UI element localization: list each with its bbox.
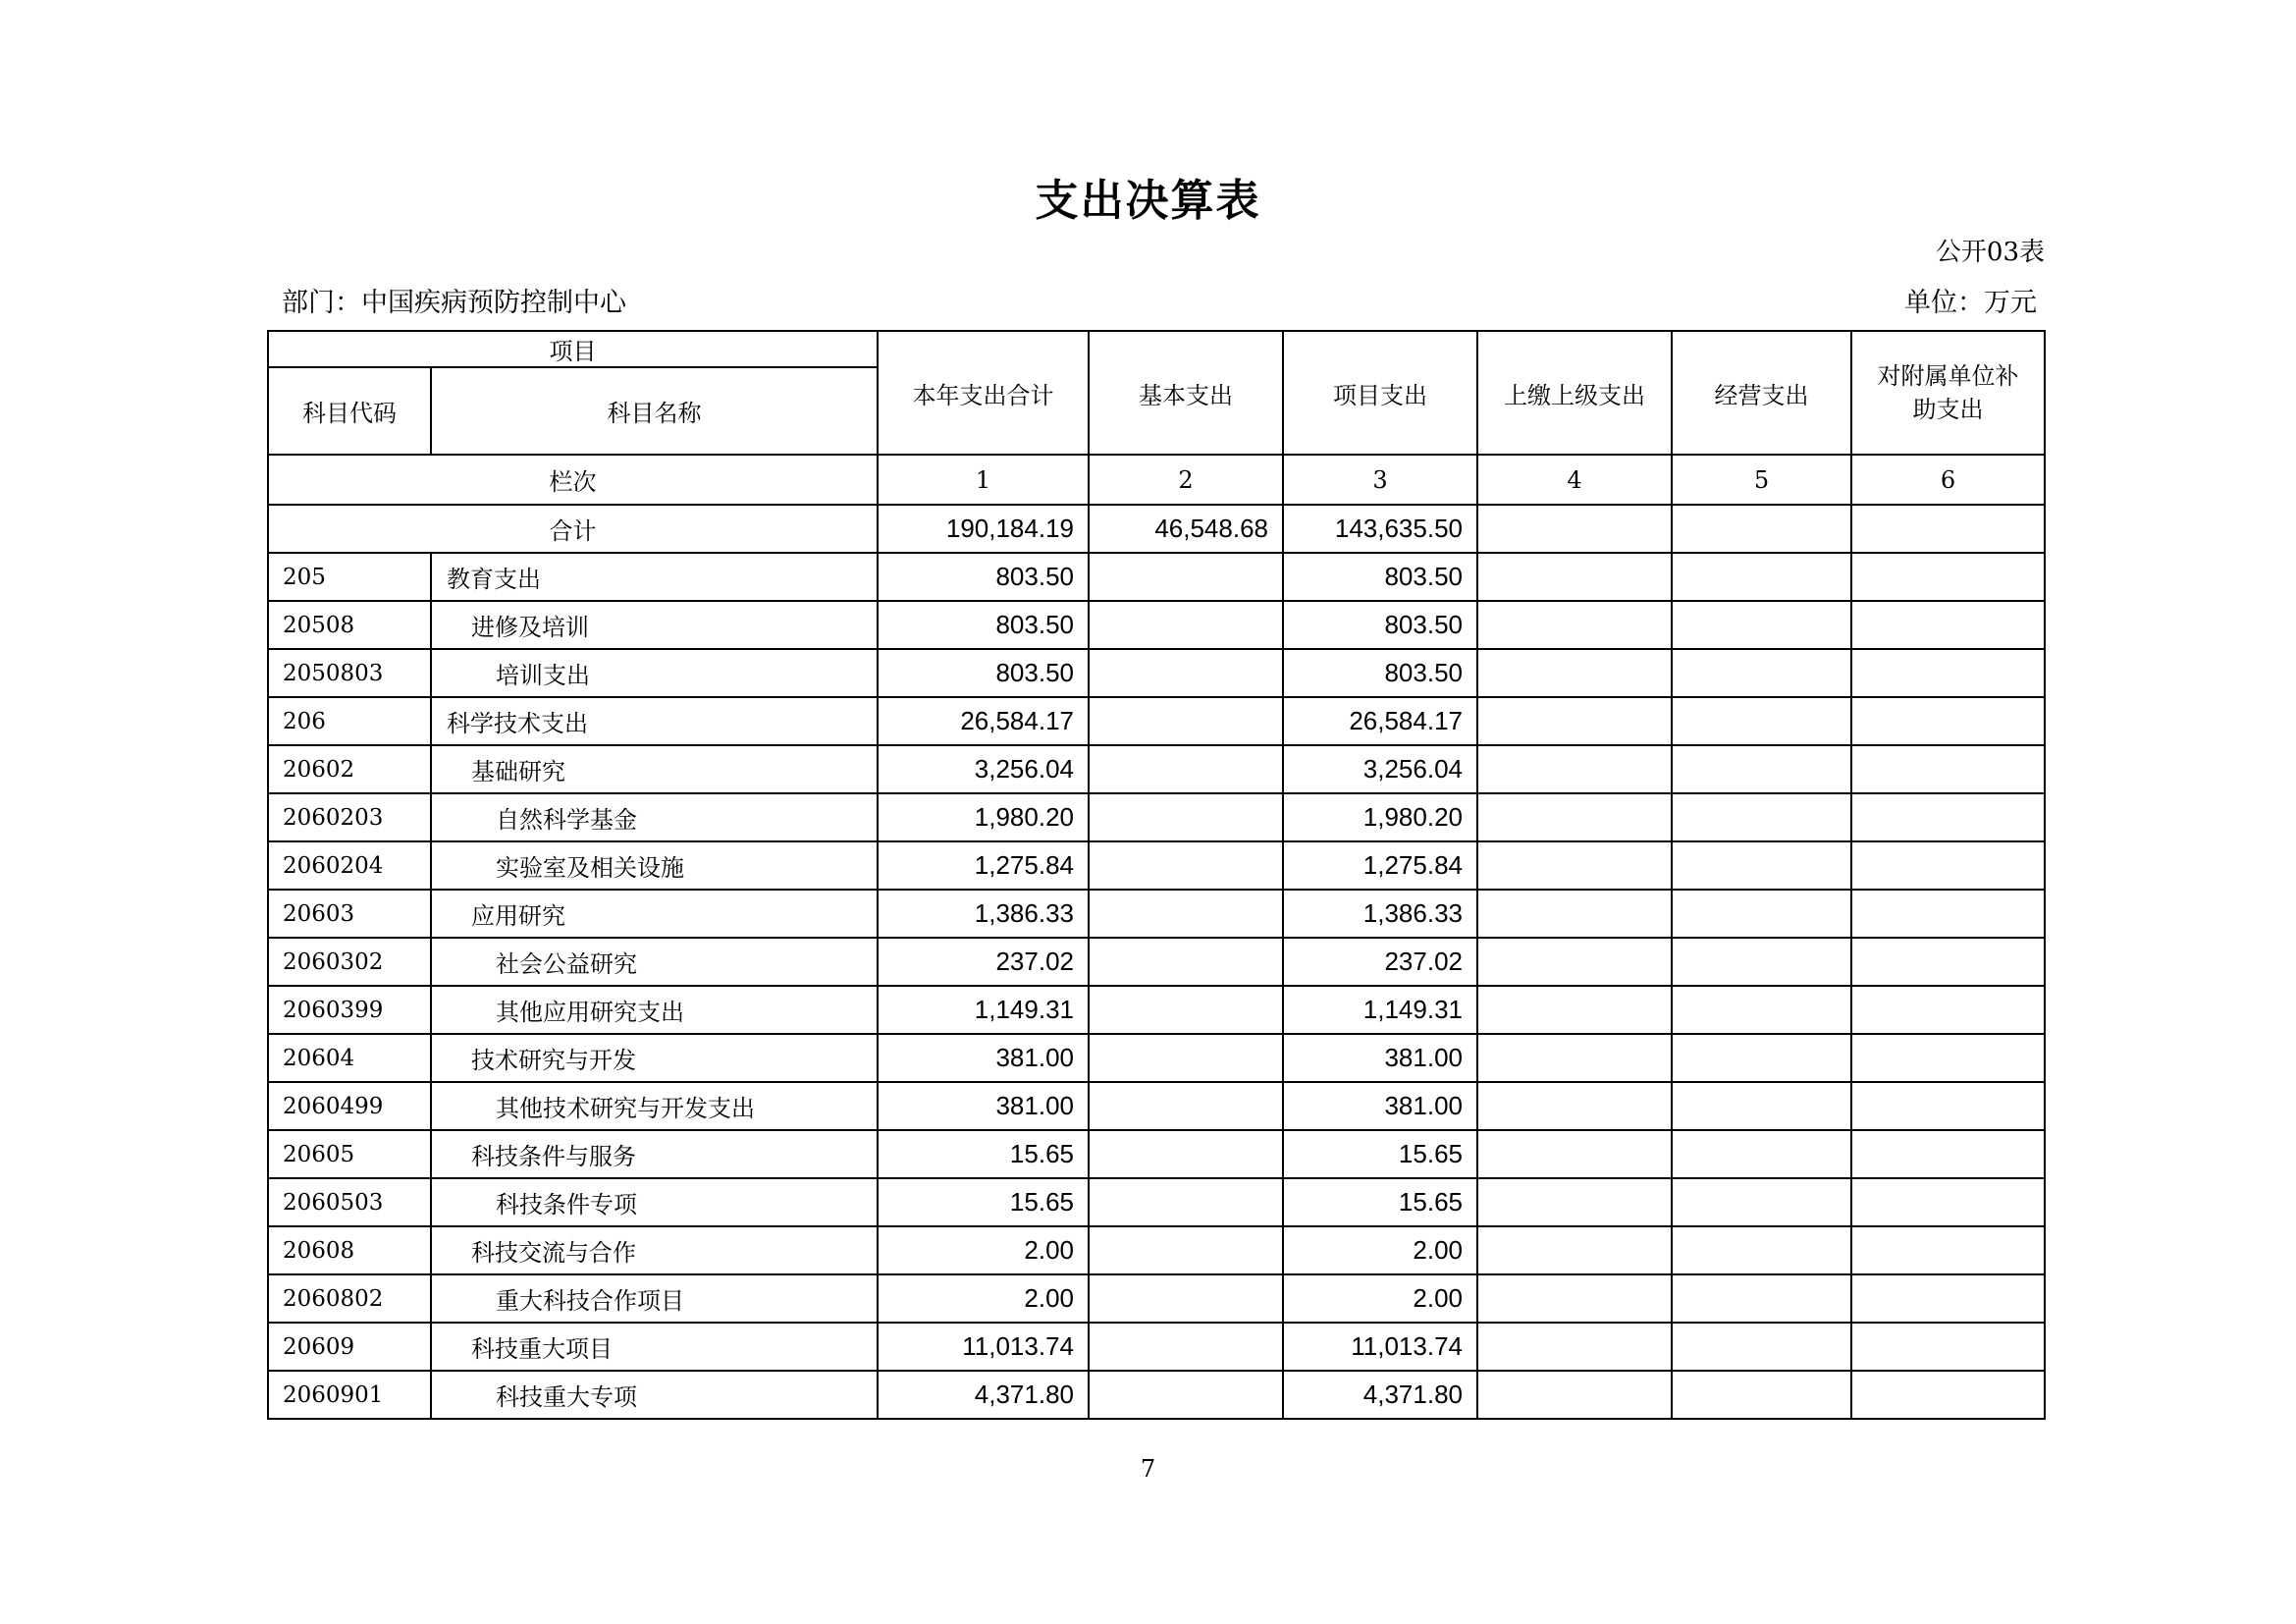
row-basic bbox=[1089, 697, 1283, 745]
total-basic: 46,548.68 bbox=[1089, 505, 1283, 553]
row-total: 15.65 bbox=[878, 1130, 1089, 1178]
row-operating bbox=[1672, 841, 1851, 890]
row-name: 其他应用研究支出 bbox=[431, 986, 878, 1034]
row-upper bbox=[1477, 1082, 1672, 1130]
row-subsidy bbox=[1851, 1178, 2045, 1226]
row-project: 15.65 bbox=[1283, 1130, 1477, 1178]
row-subsidy bbox=[1851, 1371, 2045, 1419]
header-project-expense: 项目支出 bbox=[1283, 331, 1477, 455]
row-project: 381.00 bbox=[1283, 1034, 1477, 1082]
seq-col: 4 bbox=[1477, 455, 1672, 505]
row-upper bbox=[1477, 697, 1672, 745]
sequence-label: 栏次 bbox=[268, 455, 878, 505]
table-row bbox=[268, 1323, 2045, 1371]
row-code: 2060399 bbox=[268, 986, 431, 1034]
row-total: 26,584.17 bbox=[878, 697, 1089, 745]
table-body bbox=[268, 553, 2045, 1419]
row-project: 803.50 bbox=[1283, 553, 1477, 601]
row-code: 20602 bbox=[268, 745, 431, 793]
row-basic bbox=[1089, 1130, 1283, 1178]
seq-col: 1 bbox=[878, 455, 1089, 505]
row-upper bbox=[1477, 601, 1672, 649]
sequence-row bbox=[268, 455, 2045, 505]
row-operating bbox=[1672, 986, 1851, 1034]
row-subsidy bbox=[1851, 697, 2045, 745]
row-code: 2060499 bbox=[268, 1082, 431, 1130]
table-row bbox=[268, 1082, 2045, 1130]
row-code: 205 bbox=[268, 553, 431, 601]
row-basic bbox=[1089, 1034, 1283, 1082]
row-code: 20603 bbox=[268, 890, 431, 938]
row-total: 803.50 bbox=[878, 553, 1089, 601]
row-name: 应用研究 bbox=[431, 890, 878, 938]
row-operating bbox=[1672, 938, 1851, 986]
row-code: 20605 bbox=[268, 1130, 431, 1178]
header-subsidy bbox=[1851, 331, 2045, 455]
page-title: 支出决算表 bbox=[1035, 176, 1261, 226]
row-operating bbox=[1672, 649, 1851, 697]
row-subsidy bbox=[1851, 1082, 2045, 1130]
table-row bbox=[268, 649, 2045, 697]
row-total: 1,386.33 bbox=[878, 890, 1089, 938]
row-upper bbox=[1477, 938, 1672, 986]
header-total: 本年支出合计 bbox=[878, 331, 1089, 455]
row-subsidy bbox=[1851, 1034, 2045, 1082]
row-basic bbox=[1089, 601, 1283, 649]
row-basic bbox=[1089, 745, 1283, 793]
row-basic bbox=[1089, 1082, 1283, 1130]
page-number: 7 bbox=[1140, 1455, 1156, 1483]
row-operating bbox=[1672, 601, 1851, 649]
row-total: 4,371.80 bbox=[878, 1371, 1089, 1419]
header-subsidy-line1: 对附属单位补 bbox=[1877, 362, 2019, 390]
row-basic bbox=[1089, 1226, 1283, 1274]
row-upper bbox=[1477, 986, 1672, 1034]
total-label: 合计 bbox=[268, 505, 878, 553]
row-project: 4,371.80 bbox=[1283, 1371, 1477, 1419]
header-code: 科目代码 bbox=[268, 367, 431, 455]
header-upper: 上缴上级支出 bbox=[1477, 331, 1672, 455]
table-row bbox=[268, 697, 2045, 745]
table-row bbox=[268, 1178, 2045, 1226]
header-operating: 经营支出 bbox=[1672, 331, 1851, 455]
row-total: 803.50 bbox=[878, 601, 1089, 649]
row-operating bbox=[1672, 697, 1851, 745]
row-project: 1,275.84 bbox=[1283, 841, 1477, 890]
row-operating bbox=[1672, 553, 1851, 601]
row-code: 20608 bbox=[268, 1226, 431, 1274]
row-upper bbox=[1477, 793, 1672, 841]
table-row bbox=[268, 601, 2045, 649]
row-upper bbox=[1477, 1274, 1672, 1323]
row-subsidy bbox=[1851, 601, 2045, 649]
table-row bbox=[268, 986, 2045, 1034]
seq-col: 2 bbox=[1089, 455, 1283, 505]
row-total: 1,980.20 bbox=[878, 793, 1089, 841]
row-name: 培训支出 bbox=[431, 649, 878, 697]
row-code: 2060802 bbox=[268, 1274, 431, 1323]
row-operating bbox=[1672, 745, 1851, 793]
row-code: 2060204 bbox=[268, 841, 431, 890]
row-name: 科技重大项目 bbox=[431, 1323, 878, 1371]
row-subsidy bbox=[1851, 649, 2045, 697]
row-total: 2.00 bbox=[878, 1274, 1089, 1323]
row-total: 1,275.84 bbox=[878, 841, 1089, 890]
row-name: 社会公益研究 bbox=[431, 938, 878, 986]
row-basic bbox=[1089, 1178, 1283, 1226]
total-project: 143,635.50 bbox=[1283, 505, 1477, 553]
header-name: 科目名称 bbox=[431, 367, 878, 455]
total-amount: 190,184.19 bbox=[878, 505, 1089, 553]
row-project: 26,584.17 bbox=[1283, 697, 1477, 745]
row-name: 科技重大专项 bbox=[431, 1371, 878, 1419]
row-name: 实验室及相关设施 bbox=[431, 841, 878, 890]
row-name: 其他技术研究与开发支出 bbox=[431, 1082, 878, 1130]
row-basic bbox=[1089, 841, 1283, 890]
row-code: 2060203 bbox=[268, 793, 431, 841]
row-operating bbox=[1672, 1323, 1851, 1371]
header-subsidy-line2: 助支出 bbox=[1912, 396, 1984, 423]
row-code: 2050803 bbox=[268, 649, 431, 697]
row-project: 3,256.04 bbox=[1283, 745, 1477, 793]
department-label: 部门：中国疾病预防控制中心 bbox=[282, 288, 626, 318]
row-total: 1,149.31 bbox=[878, 986, 1089, 1034]
row-operating bbox=[1672, 890, 1851, 938]
row-project: 1,980.20 bbox=[1283, 793, 1477, 841]
row-upper bbox=[1477, 1130, 1672, 1178]
total-operating bbox=[1672, 505, 1851, 553]
row-basic bbox=[1089, 553, 1283, 601]
seq-col: 5 bbox=[1672, 455, 1851, 505]
row-operating bbox=[1672, 1274, 1851, 1323]
row-code: 2060901 bbox=[268, 1371, 431, 1419]
row-subsidy bbox=[1851, 1323, 2045, 1371]
row-project: 11,013.74 bbox=[1283, 1323, 1477, 1371]
row-total: 237.02 bbox=[878, 938, 1089, 986]
row-code: 206 bbox=[268, 697, 431, 745]
row-project: 237.02 bbox=[1283, 938, 1477, 986]
table-row bbox=[268, 793, 2045, 841]
row-subsidy bbox=[1851, 1274, 2045, 1323]
row-basic bbox=[1089, 649, 1283, 697]
row-subsidy bbox=[1851, 1226, 2045, 1274]
unit-label: 单位：万元 bbox=[1904, 288, 2037, 318]
row-upper bbox=[1477, 1323, 1672, 1371]
row-basic bbox=[1089, 1274, 1283, 1323]
row-name: 进修及培训 bbox=[431, 601, 878, 649]
row-basic bbox=[1089, 890, 1283, 938]
row-project: 803.50 bbox=[1283, 601, 1477, 649]
row-project: 15.65 bbox=[1283, 1178, 1477, 1226]
row-total: 11,013.74 bbox=[878, 1323, 1089, 1371]
total-row bbox=[268, 505, 2045, 553]
row-total: 381.00 bbox=[878, 1082, 1089, 1130]
row-subsidy bbox=[1851, 841, 2045, 890]
seq-col: 6 bbox=[1851, 455, 2045, 505]
row-subsidy bbox=[1851, 1130, 2045, 1178]
table-row bbox=[268, 745, 2045, 793]
row-operating bbox=[1672, 1034, 1851, 1082]
row-total: 3,256.04 bbox=[878, 745, 1089, 793]
row-upper bbox=[1477, 841, 1672, 890]
row-subsidy bbox=[1851, 793, 2045, 841]
row-subsidy bbox=[1851, 986, 2045, 1034]
row-operating bbox=[1672, 1178, 1851, 1226]
row-code: 2060302 bbox=[268, 938, 431, 986]
row-operating bbox=[1672, 793, 1851, 841]
row-basic bbox=[1089, 793, 1283, 841]
row-upper bbox=[1477, 553, 1672, 601]
expenditure-table bbox=[267, 330, 2046, 1420]
row-name: 重大科技合作项目 bbox=[431, 1274, 878, 1323]
row-operating bbox=[1672, 1082, 1851, 1130]
row-project: 1,149.31 bbox=[1283, 986, 1477, 1034]
row-basic bbox=[1089, 986, 1283, 1034]
row-total: 15.65 bbox=[878, 1178, 1089, 1226]
row-basic bbox=[1089, 1371, 1283, 1419]
row-basic bbox=[1089, 938, 1283, 986]
table-row bbox=[268, 553, 2045, 601]
row-name: 科技条件与服务 bbox=[431, 1130, 878, 1178]
table-row bbox=[268, 938, 2045, 986]
row-project: 2.00 bbox=[1283, 1226, 1477, 1274]
row-subsidy bbox=[1851, 890, 2045, 938]
row-basic bbox=[1089, 1323, 1283, 1371]
row-subsidy bbox=[1851, 553, 2045, 601]
total-upper bbox=[1477, 505, 1672, 553]
header-basic: 基本支出 bbox=[1089, 331, 1283, 455]
row-total: 2.00 bbox=[878, 1226, 1089, 1274]
row-project: 803.50 bbox=[1283, 649, 1477, 697]
row-total: 381.00 bbox=[878, 1034, 1089, 1082]
total-subsidy bbox=[1851, 505, 2045, 553]
table-row bbox=[268, 1130, 2045, 1178]
row-name: 自然科学基金 bbox=[431, 793, 878, 841]
row-upper bbox=[1477, 745, 1672, 793]
row-operating bbox=[1672, 1226, 1851, 1274]
row-project: 381.00 bbox=[1283, 1082, 1477, 1130]
row-name: 教育支出 bbox=[431, 553, 878, 601]
row-code: 20508 bbox=[268, 601, 431, 649]
row-name: 科技条件专项 bbox=[431, 1178, 878, 1226]
row-code: 20609 bbox=[268, 1323, 431, 1371]
row-name: 科技交流与合作 bbox=[431, 1226, 878, 1274]
row-subsidy bbox=[1851, 745, 2045, 793]
row-operating bbox=[1672, 1371, 1851, 1419]
row-upper bbox=[1477, 1034, 1672, 1082]
table-row bbox=[268, 1371, 2045, 1419]
row-total: 803.50 bbox=[878, 649, 1089, 697]
table-row bbox=[268, 890, 2045, 938]
row-project: 1,386.33 bbox=[1283, 890, 1477, 938]
seq-col: 3 bbox=[1283, 455, 1477, 505]
row-name: 技术研究与开发 bbox=[431, 1034, 878, 1082]
form-number: 公开03表 bbox=[1935, 238, 2045, 267]
row-name: 科学技术支出 bbox=[431, 697, 878, 745]
table-row bbox=[268, 1274, 2045, 1323]
row-subsidy bbox=[1851, 938, 2045, 986]
table-row bbox=[268, 1226, 2045, 1274]
header-project: 项目 bbox=[268, 331, 878, 367]
table-row bbox=[268, 1034, 2045, 1082]
row-name: 基础研究 bbox=[431, 745, 878, 793]
row-upper bbox=[1477, 1178, 1672, 1226]
row-project: 2.00 bbox=[1283, 1274, 1477, 1323]
row-upper bbox=[1477, 1226, 1672, 1274]
row-upper bbox=[1477, 1371, 1672, 1419]
row-code: 2060503 bbox=[268, 1178, 431, 1226]
table-row bbox=[268, 841, 2045, 890]
row-upper bbox=[1477, 890, 1672, 938]
row-operating bbox=[1672, 1130, 1851, 1178]
row-code: 20604 bbox=[268, 1034, 431, 1082]
row-upper bbox=[1477, 649, 1672, 697]
